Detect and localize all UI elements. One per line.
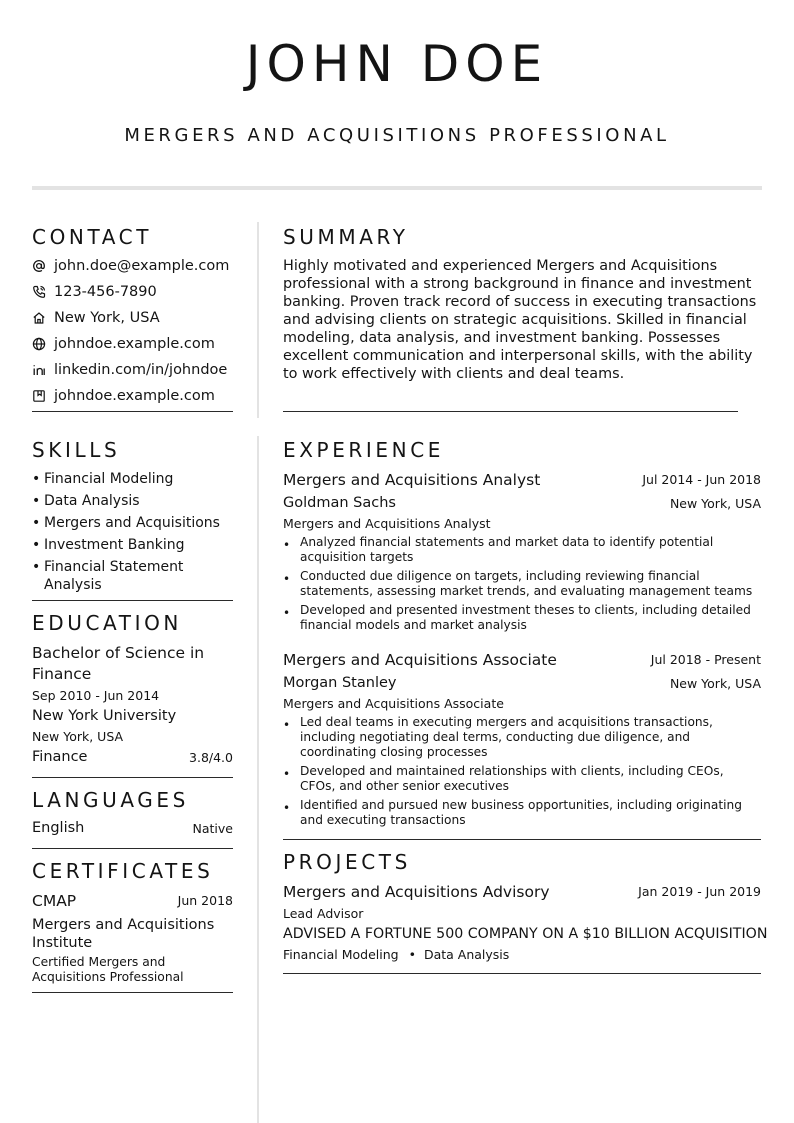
- skills-section-title: SKILLS: [32, 438, 121, 462]
- contact-location-text: New York, USA: [54, 310, 160, 326]
- contact-website-text: johndoe.example.com: [54, 336, 215, 352]
- contact-email-text: john.doe@example.com: [54, 258, 230, 274]
- skill-item: • Financial Statement Analysis: [32, 559, 184, 593]
- tag-separator: •: [408, 947, 416, 962]
- contact-linkedin[interactable]: [32, 360, 227, 380]
- linkedin-icon: [32, 363, 46, 377]
- job-bullet: • Developed and maintained relationships with clients, including CEOs, CFOs, and other senior executives: [283, 764, 724, 793]
- language-level: Native: [192, 821, 233, 836]
- education-dates: Sep 2010 - Jun 2014: [32, 688, 160, 703]
- job-dates: Jul 2014 - Jun 2018: [642, 472, 761, 487]
- contact-portfolio-text: johndoe.example.com: [54, 388, 215, 404]
- job-location: New York, USA: [669, 676, 761, 691]
- experience-section-title: EXPERIENCE: [283, 438, 445, 462]
- languages-section-title: LANGUAGES: [32, 788, 189, 812]
- globe-icon: [32, 337, 46, 351]
- job-bullet: • Developed and presented investment theses to clients, including detailed financial models and market analysis: [283, 603, 751, 632]
- education-field: Finance: [32, 749, 88, 765]
- education-gpa: 3.8/4.0: [189, 750, 233, 765]
- job-location: New York, USA: [669, 496, 761, 511]
- skill-item: • Financial Modeling: [32, 471, 174, 487]
- project-headline: ADVISED A FORTUNE 500 COMPANY ON A $10 BILLION ACQUISITION: [283, 926, 768, 942]
- contact-linkedin-text: linkedin.com/in/johndoe: [54, 362, 228, 378]
- summary-divider: [283, 411, 738, 412]
- job-company: Goldman Sachs: [283, 495, 396, 511]
- resume-role: MERGERS AND ACQUISITIONS PROFESSIONAL: [124, 125, 670, 146]
- education-section-title: EDUCATION: [32, 611, 182, 635]
- summary-section-title: SUMMARY: [283, 225, 409, 249]
- education-divider: [32, 777, 233, 778]
- bookmark-icon: [32, 389, 46, 403]
- job-bullet: • Led deal teams in executing mergers and acquisitions transactions, including negotiating deal terms, conducting due diligence, and coordinating closing processes: [283, 715, 713, 759]
- contact-email[interactable]: [32, 256, 229, 276]
- experience-divider: [283, 839, 761, 840]
- project-name: Mergers and Acquisitions Advisory: [283, 883, 550, 901]
- header-divider: [32, 186, 762, 190]
- job-position: Mergers and Acquisitions Associate: [283, 651, 557, 669]
- skill-item: • Data Analysis: [32, 493, 140, 509]
- certificate-name: CMAP: [32, 892, 77, 910]
- project-tags: [283, 947, 509, 962]
- contact-phone[interactable]: [32, 282, 157, 302]
- contact-section-title: CONTACT: [32, 225, 153, 249]
- job-subtitle: Mergers and Acquisitions Associate: [283, 696, 504, 711]
- skill-item: • Investment Banking: [32, 537, 185, 553]
- resume-name: JOHN DOE: [245, 35, 549, 93]
- project-role: Lead Advisor: [283, 906, 364, 921]
- job-subtitle: Mergers and Acquisitions Analyst: [283, 516, 491, 531]
- home-icon: [32, 311, 46, 325]
- contact-phone-text: 123-456-7890: [54, 284, 157, 300]
- skills-divider: [32, 600, 233, 601]
- job-bullet: • Identified and pursued new business opportunities, including originating and executing transactions: [283, 798, 742, 827]
- languages-divider: [32, 848, 233, 849]
- contact-website[interactable]: [32, 334, 215, 354]
- column-divider: [257, 222, 259, 1123]
- projects-divider: [283, 973, 761, 974]
- skill-item: • Mergers and Acquisitions: [32, 515, 220, 531]
- project-dates: Jan 2019 - Jun 2019: [638, 884, 761, 899]
- job-company: Morgan Stanley: [283, 675, 397, 691]
- language-name: English: [32, 820, 85, 836]
- education-school: New York University: [32, 708, 177, 724]
- at-icon: [32, 259, 46, 273]
- summary-text: Highly motivated and experienced Mergers and Acquisitions professional with a strong background in finance and investment banking. Proven track record of success in executing transactions and advising clients on strategic acquisitions. Skilled in financial modeling, data analysis, and investment banking. Possesses excellent communication and interpersonal skills, with the ability to work effectively with clients and deal teams.: [283, 258, 757, 382]
- project-tag: Data Analysis: [423, 947, 510, 962]
- contact-location: [32, 308, 160, 328]
- certificates-section-title: CERTIFICATES: [32, 859, 214, 883]
- education-location: New York, USA: [32, 729, 124, 744]
- project-tag: Financial Modeling: [283, 947, 399, 962]
- certificate-issuer: Mergers and Acquisitions Institute: [32, 917, 215, 951]
- contact-portfolio[interactable]: [32, 386, 215, 406]
- certificates-divider: [32, 992, 233, 993]
- job-bullet: • Conducted due diligence on targets, including reviewing financial statements, assessing market trends, and evaluating management teams: [283, 569, 753, 598]
- contact-divider: [32, 411, 233, 412]
- education-degree: Bachelor of Science in Finance: [32, 644, 205, 683]
- job-position: Mergers and Acquisitions Analyst: [283, 471, 541, 489]
- certificate-full-name: Certified Mergers and Acquisitions Professional: [32, 955, 184, 984]
- job-dates: Jul 2018 - Present: [650, 652, 761, 667]
- phone-icon: [32, 285, 46, 299]
- certificate-date: Jun 2018: [177, 893, 233, 908]
- job-bullet: • Analyzed financial statements and market data to identify potential acquisition targets: [283, 535, 714, 564]
- projects-section-title: PROJECTS: [283, 850, 411, 874]
